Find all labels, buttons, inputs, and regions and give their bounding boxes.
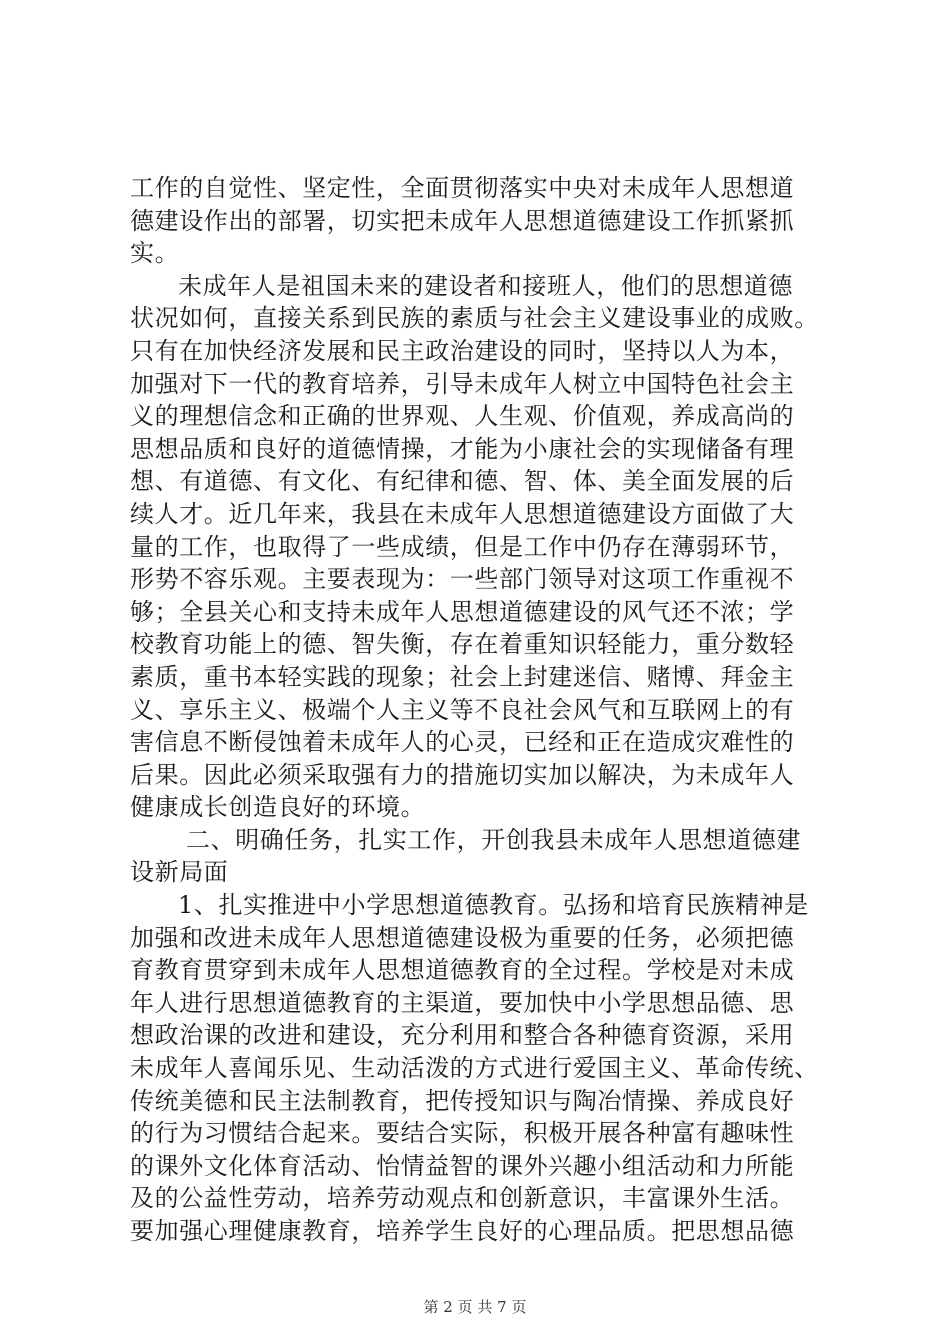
text-line: 育教育贯穿到未成年人思想道德教育的全过程。学校是对未成 <box>130 956 795 985</box>
text-line: 实。 <box>130 239 180 268</box>
text-line: 健康成长创造良好的环境。 <box>130 793 426 822</box>
text-line: 思想品质和良好的道德情操，才能为小康社会的实现储备有理 <box>130 434 795 463</box>
page-number-footer: 第 2 页 共 7 页 <box>423 1298 527 1316</box>
text-line: 义的理想信念和正确的世界观、人生观、价值观，养成高尚的 <box>130 402 795 431</box>
text-line: 害信息不断侵蚀着未成年人的心灵，已经和正在造成灾难性的 <box>130 728 795 757</box>
text-line: 未成年人喜闻乐见、生动活泼的方式进行爱国主义、革命传统、 <box>130 1054 819 1083</box>
text-line: 续人才。近几年来，我县在未成年人思想道德建设方面做了大 <box>130 499 795 528</box>
text-line: 想、有道德、有文化、有纪律和德、智、体、美全面发展的后 <box>130 467 795 496</box>
text-line: 加强和改进未成年人思想道德建设极为重要的任务，必须把德 <box>130 923 795 952</box>
text-line: 1、扎实推进中小学思想道德教育。弘扬和培育民族精神是 <box>178 891 809 920</box>
text-line: 只有在加快经济发展和民主政治建设的同时，坚持以人为本， <box>130 336 795 365</box>
text-line: 年人进行思想道德教育的主渠道，要加快中小学思想品德、思 <box>130 988 795 1017</box>
text-line: 的课外文化体育活动、怡情益智的课外兴趣小组活动和力所能 <box>130 1151 795 1180</box>
text-line: 校教育功能上的德、智失衡，存在着重知识轻能力，重分数轻 <box>130 630 795 659</box>
text-line: 工作的自觉性、坚定性，全面贯彻落实中央对未成年人思想道 <box>130 174 795 202</box>
text-line: 及的公益性劳动，培养劳动观点和创新意识，丰富课外生活。 <box>130 1184 795 1213</box>
section-heading <box>130 824 835 889</box>
document-body <box>130 172 835 1248</box>
text-line: 要加强心理健康教育，培养学生良好的心理品质。把思想品德 <box>130 1217 795 1245</box>
text-line: 德建设作出的部署，切实把未成年人思想道德建设工作抓紧抓 <box>130 206 795 235</box>
text-line: 未成年人是祖国未来的建设者和接班人，他们的思想道德 <box>178 271 793 300</box>
text-line: 形势不容乐观。主要表现为：一些部门领导对这项工作重视不 <box>130 565 795 594</box>
text-line: 想政治课的改进和建设，充分利用和整合各种德育资源，采用 <box>130 1021 795 1050</box>
paragraph-2 <box>130 270 835 824</box>
text-line: 量的工作，也取得了一些成绩，但是工作中仍存在薄弱环节， <box>130 532 795 561</box>
text-line: 后果。因此必须采取强有力的措施切实加以解决，为未成年人 <box>130 760 795 789</box>
text-line: 加强对下一代的教育培养，引导未成年人树立中国特色社会主 <box>130 369 795 398</box>
text-line: 的行为习惯结合起来。要结合实际，积极开展各种富有趣味性 <box>130 1119 795 1148</box>
text-line: 素质，重书本轻实践的现象；社会上封建迷信、赌博、拜金主 <box>130 662 795 691</box>
text-line: 够；全县关心和支持未成年人思想道德建设的风气还不浓；学 <box>130 597 795 626</box>
paragraph-3 <box>130 889 835 1248</box>
paragraph-1 <box>130 172 835 270</box>
text-line: 传统美德和民主法制教育，把传授知识与陶冶情操、养成良好 <box>130 1086 795 1115</box>
text-line: 义、享乐主义、极端个人主义等不良社会风气和互联网上的有 <box>130 695 795 724</box>
heading-line: 设新局面 <box>130 858 229 887</box>
text-line: 状况如何，直接关系到民族的素质与社会主义建设事业的成败。 <box>130 304 819 333</box>
heading-line: 二、明确任务，扎实工作，开创我县未成年人思想道德建 <box>186 825 801 854</box>
